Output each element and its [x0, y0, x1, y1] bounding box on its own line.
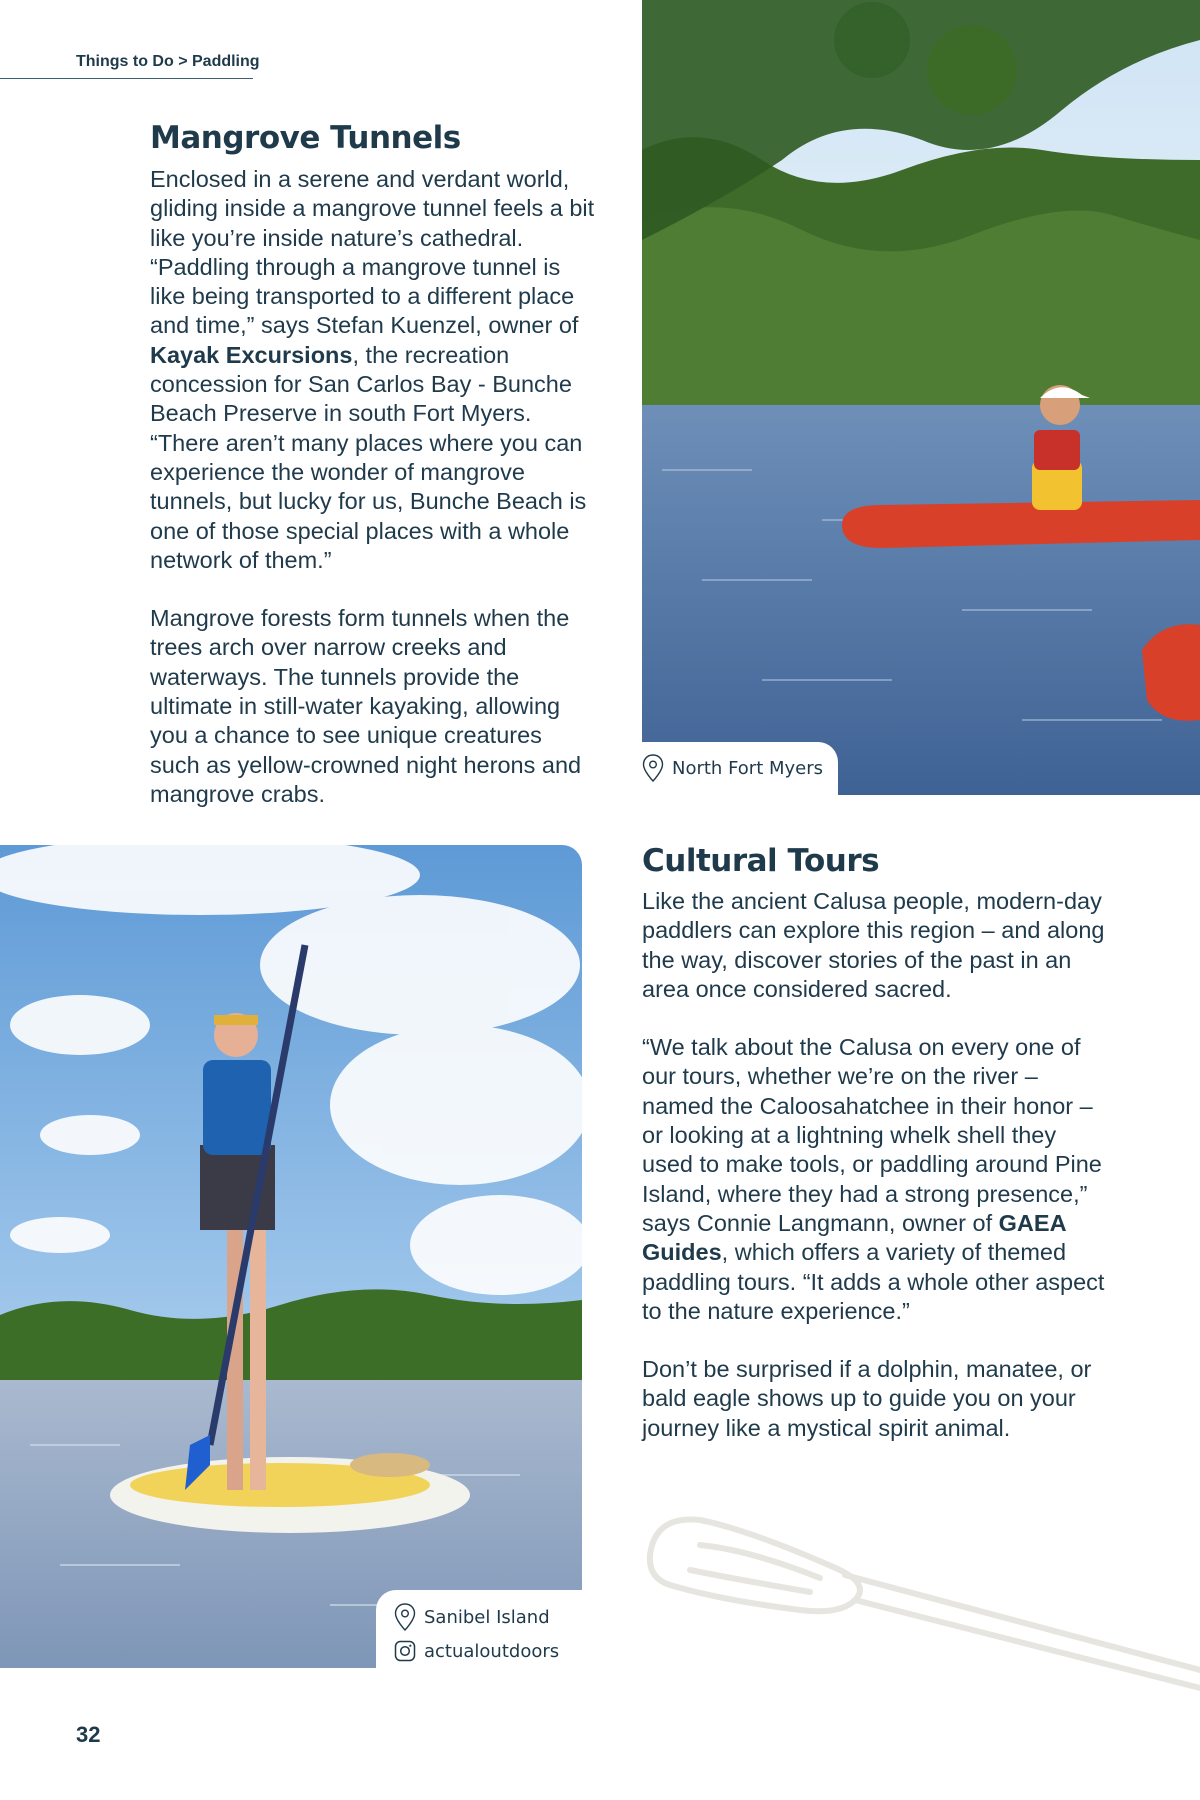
kayak-location-row: [642, 742, 838, 785]
cultural-p2-text-b: , which offers a variety of themed paddling tours. “It adds a whole other aspect to the nature experience.”: [642, 1239, 1105, 1324]
breadcrumb-divider: [0, 78, 253, 79]
cultural-tours-body: [642, 887, 1112, 1472]
kayak-photo-illustration: [642, 0, 1200, 795]
mangrove-p1-text-a: Enclosed in a serene and verdant world, gliding inside a mangrove tunnel feels a bit like you’re inside nature’s cathedral. “Paddling through a mangrove tunnel is like being transported to a different place and time,” says Stefan Kuenzel, owner of: [150, 166, 595, 339]
mangrove-paragraph-2: Mangrove forests form tunnels when the trees arch over narrow creeks and waterways. The tunnels provide the ultimate in still-water kayaking, allowing you a chance to see unique creatures such as yellow-crowned night herons and mangrove crabs.: [150, 605, 582, 807]
location-pin-icon: [394, 1603, 416, 1631]
cultural-tours-heading: Cultural Tours: [642, 843, 880, 879]
kayak-excursions-name: Kayak Excursions: [150, 341, 353, 368]
paddleboard-instagram-row[interactable]: [376, 1634, 582, 1668]
cultural-paragraph-2: [642, 1033, 1112, 1326]
cultural-p2-text-a: “We talk about the Calusa on every one of our tours, whether we’re on the river – named the Caloosahatchee in their honor – or looking at a lightning whelk shell they used to make tools, or paddling around Pine Island, where they had a strong presence,” says Connie Langmann, owner of: [642, 1034, 1102, 1236]
paddle-outline-icon: [640, 1500, 1200, 1700]
mangrove-p1-text-b: , the recreation concession for San Carlos Bay - Bunche Beach Preserve in south Fort Myers. “There aren’t many places where you can experience the wonder of mangrove tunnels, but lucky for us, Bunche Beach is one of those special places with a whole network of them.”: [150, 341, 587, 573]
paddleboard-photo-caption: [376, 1590, 582, 1668]
kayak-location-text: North Fort Myers: [672, 757, 824, 779]
paddleboard-location-text: Sanibel Island: [424, 1606, 550, 1628]
instagram-handle[interactable]: actualoutdoors: [424, 1640, 560, 1662]
paddleboard-photo-illustration: [0, 845, 582, 1668]
kayak-photo-caption: [642, 742, 838, 795]
mangrove-paragraph-1: [150, 165, 595, 575]
mangrove-tunnels-body: [150, 165, 595, 838]
paddleboard-location-row: [376, 1590, 582, 1634]
paddleboard-photo: [0, 845, 582, 1668]
breadcrumb[interactable]: Things to Do > Paddling: [76, 53, 260, 70]
gaea-guides-name: GAEA Guides: [642, 1209, 1066, 1266]
cultural-paragraph-3: Don’t be surprised if a dolphin, manatee, or bald eagle shows up to guide you on your journey like a mystical spirit animal.: [642, 1356, 1092, 1441]
location-pin-icon: [642, 754, 664, 782]
instagram-icon: [394, 1640, 416, 1662]
page-number: 32: [76, 1722, 101, 1747]
cultural-paragraph-1: Like the ancient Calusa people, modern-day paddlers can explore this region – and along the way, discover stories of the past in an area once considered sacred.: [642, 888, 1105, 1002]
mangrove-tunnels-heading: Mangrove Tunnels: [150, 120, 461, 156]
kayak-photo: [642, 0, 1200, 795]
